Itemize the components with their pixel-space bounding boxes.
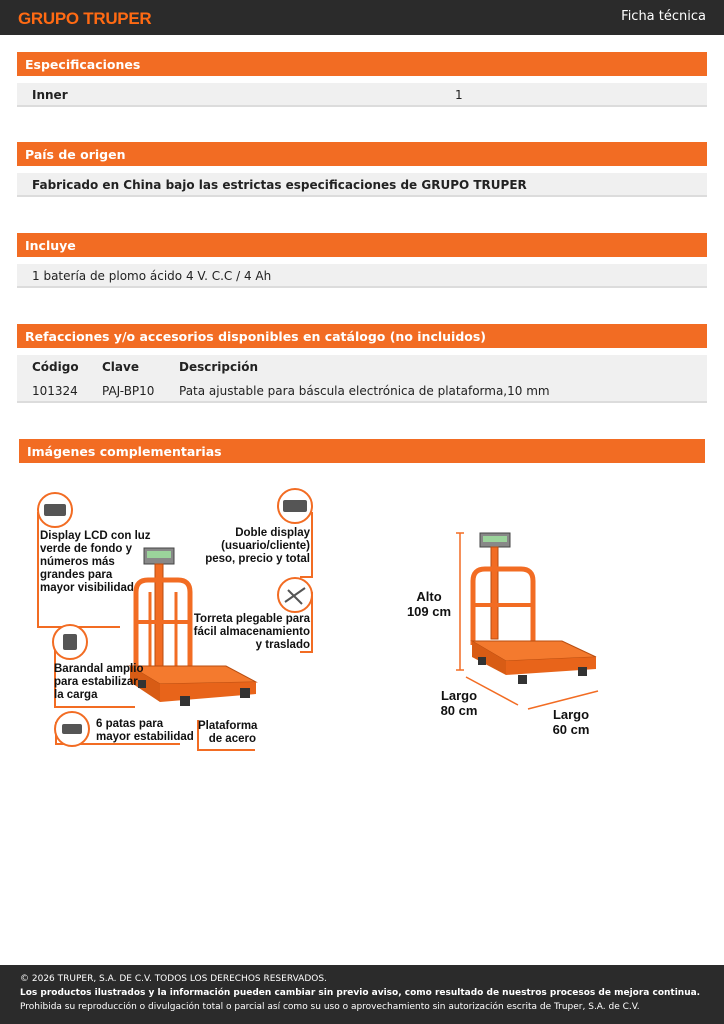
footer-copyright: © 2026 TRUPER, S.A. DE C.V. TODOS LOS DERECHOS RESERVADOS.	[20, 974, 327, 984]
top-bar	[0, 0, 724, 35]
footer	[0, 965, 724, 1024]
callout-platform: Plataforma de acero	[198, 720, 258, 745]
footer-legal: Prohibida su reproducción o divulgación total o parcial así como su uso o aprovechamiento sin autorización escrita de Truper, S.A. de C.V.	[20, 1002, 640, 1012]
includes-row	[17, 264, 707, 288]
section-specs-title: Especificaciones	[17, 52, 707, 76]
specs-value: 1	[455, 88, 463, 102]
table-row	[17, 379, 707, 403]
dimension-length-80: Largo 80 cm	[440, 688, 478, 718]
row-key: PAJ-BP10	[102, 384, 155, 398]
section-images-title: Imágenes complementarias	[19, 439, 705, 463]
callout-folding-tower: Torreta plegable para fácil almacenamiento y traslado	[193, 613, 310, 651]
feature-image	[30, 482, 320, 752]
section-origin-title: País de origen	[17, 142, 707, 166]
callout-double-display: Doble display (usuario/cliente) peso, precio y total	[205, 527, 310, 565]
callout-legs: 6 patas para mayor estabilidad	[96, 718, 194, 743]
dimension-height: Alto 109 cm	[406, 589, 452, 619]
section-includes-title: Incluye	[17, 233, 707, 257]
col-code: Código	[32, 360, 79, 374]
origin-row	[17, 173, 707, 197]
row-code: 101324	[32, 384, 78, 398]
parts-table-header	[17, 355, 707, 379]
origin-text: Fabricado en China bajo las estrictas especificaciones de GRUPO TRUPER	[32, 178, 527, 192]
document-type: Ficha técnica	[621, 9, 706, 24]
dimension-length-60: Largo 60 cm	[552, 707, 590, 737]
col-description: Descripción	[179, 360, 258, 374]
callout-display-lcd: Display LCD con luz verde de fondo y números más grandes para mayor visibilidad	[40, 530, 151, 594]
dimensions-image	[400, 525, 620, 745]
brand-logo: GRUPO TRUPER	[18, 9, 152, 28]
includes-text: 1 batería de plomo ácido 4 V. C.C / 4 Ah	[32, 269, 272, 283]
callout-railing: Barandal amplio para estabilizar la carga	[54, 663, 144, 701]
section-parts-title: Refacciones y/o accesorios disponibles en catálogo (no incluidos)	[17, 324, 707, 348]
specs-row	[17, 83, 707, 107]
row-description: Pata ajustable para báscula electrónica de plataforma,10 mm	[179, 384, 550, 398]
col-key: Clave	[102, 360, 139, 374]
footer-notice: Los productos ilustrados y la información pueden cambiar sin previo aviso, como resultado de nuestros procesos de mejora continua.	[20, 988, 701, 998]
specs-label: Inner	[32, 88, 68, 102]
